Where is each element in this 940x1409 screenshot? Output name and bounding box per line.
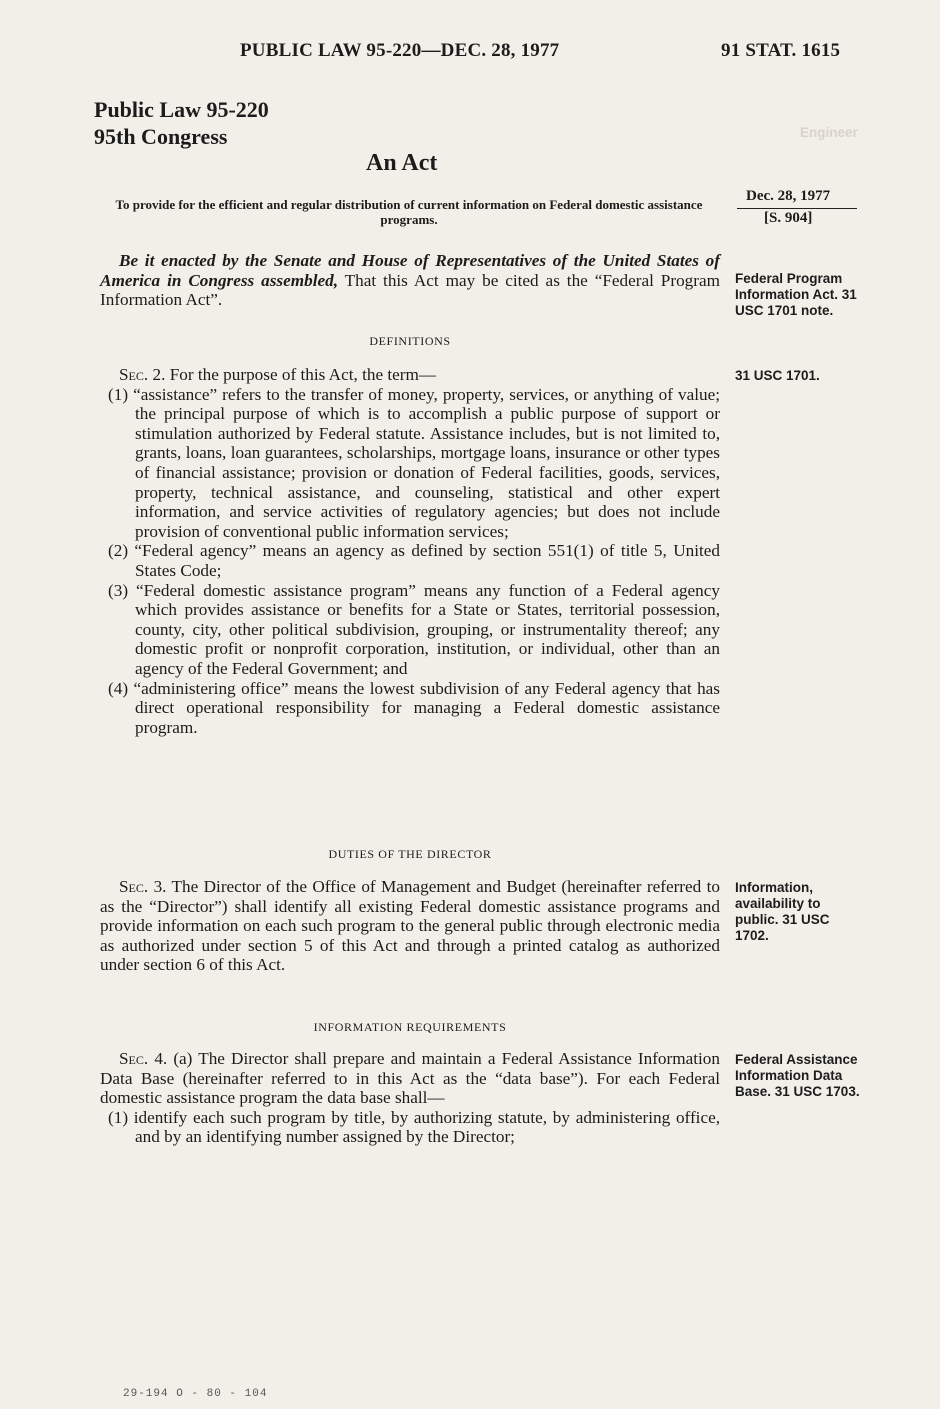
gpo-footer-code: 29-194 O - 80 - 104 bbox=[123, 1388, 268, 1400]
bleed-through-mark: Engineer bbox=[800, 125, 858, 140]
duties-heading: DUTIES OF THE DIRECTOR bbox=[328, 847, 492, 861]
margin-data-base: Federal Assistance Information Data Base. 31 USC 1703. bbox=[735, 1052, 860, 1099]
info-requirements-heading: INFORMATION REQUIREMENTS bbox=[313, 1020, 507, 1034]
stat-page-number: 91 STAT. 1615 bbox=[721, 40, 841, 61]
margin-info-availability: Information, availability to public. 31 USC 1702. bbox=[735, 880, 830, 943]
margin-short-title: Federal Program Information Act. 31 USC 1701 note. bbox=[735, 271, 857, 318]
requirement-item: (1) identify each such program by title, by authorizing statute, by administering office, and by an identifying number assigned by the Director; bbox=[108, 1107, 720, 1147]
definition-item: (2) “Federal agency” means an agency as defined by section 551(1) of title 5, United States Code; bbox=[108, 541, 720, 580]
enactment-clause bbox=[100, 251, 720, 310]
running-header: PUBLIC LAW 95-220—DEC. 28, 1977 bbox=[240, 40, 560, 61]
purpose-statement: To provide for the efficient and regular distribution of current information on Federal domestic assistance programs. bbox=[115, 197, 703, 227]
definition-item: (1) “assistance” refers to the transfer of money, property, services, or anything of value; the principal purpose of which is to accomplish a public purpose of support or stimulation authorized by Federal statute. Assistance includes, but is not limited to, grants, loans, loan guarantees, scholarships, mortgage loans, insurance or other types of financial assistance; provision or donation of Federal facilities, goods, services, property, technical assistance, and counseling, statistical and other expert information, and service activities of regulatory agencies; but does not include provision of conventional public information services; bbox=[108, 384, 720, 541]
section-2-lead: Sec. 2. For the purpose of this Act, the term— bbox=[119, 365, 437, 384]
section-3: Sec. 3. The Director of the Office of Management and Budget (hereinafter referred to as the “Director”) shall identify all existing Federal domestic assistance programs and provide information on each such program to the general public through electronic media as authorized under section 5 of this Act and through a printed catalog as authorized under section 6 of this Act. bbox=[100, 877, 720, 975]
margin-date: Dec. 28, 1977 bbox=[746, 188, 831, 204]
definitions-heading: DEFINITIONS bbox=[369, 334, 451, 348]
section-2 bbox=[100, 365, 720, 737]
margin-rule bbox=[737, 208, 857, 209]
section-4: Sec. 4. (a) The Director shall prepare and maintain a Federal Assistance Information Data Base (hereinafter referred to in this Act as the “data base”). For each Federal domestic assistance program the data base shall— (1) identify each such program by title, by authorizing statute, by administering office, and by an identifying number assigned by the Director; bbox=[100, 1049, 720, 1147]
enactment-rest: That this Act may be cited as the “Federal Program Information Act”. bbox=[100, 270, 720, 310]
definition-item: (4) “administering office” means the lowest subdivision of any Federal agency that has direct operational responsibility for managing a Federal domestic assistance program. bbox=[108, 678, 720, 737]
margin-bill-number: [S. 904] bbox=[764, 210, 813, 226]
congress-label: 95th Congress bbox=[94, 124, 228, 149]
act-title: An Act bbox=[366, 150, 438, 176]
definition-item: (3) “Federal domestic assistance program” means any function of a Federal agency which provides assistance or benefits for a State or States, territorial possession, county, city, other political subdivision, grouping, or instrumentality thereof; any domestic profit or nonprofit corporation, institution, or individual, other than an agency of the Federal Government; and bbox=[108, 580, 720, 678]
margin-usc-1701: 31 USC 1701. bbox=[735, 368, 820, 383]
enactment-italic: Be it enacted by the Senate and House of Representatives of the United States of America in Congress assembled, bbox=[100, 251, 720, 290]
public-law-number: Public Law 95-220 bbox=[94, 97, 269, 122]
